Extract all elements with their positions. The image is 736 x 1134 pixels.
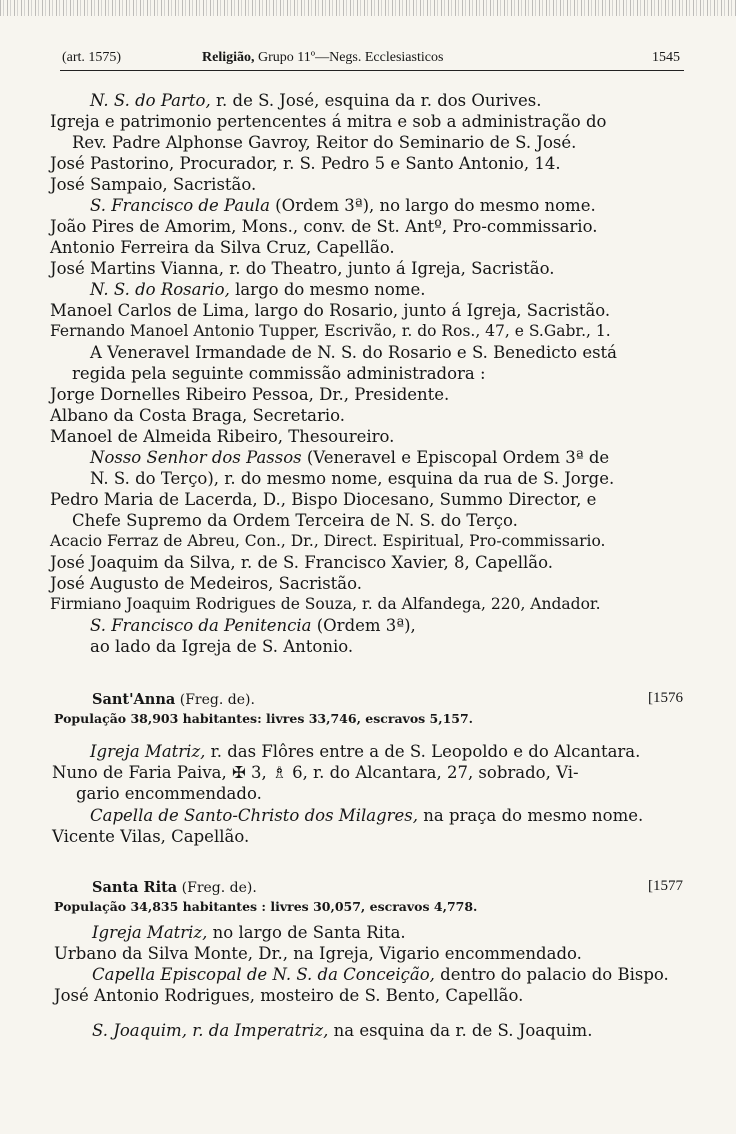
text-line: Manoel de Almeida Ribeiro, Thesoureiro. — [50, 427, 395, 446]
text-line: Rev. Padre Alphonse Gavroy, Reitor do Seminario de S. José. — [72, 133, 577, 152]
header-title-bold: Religião, — [202, 50, 255, 65]
section-number: [1576 — [648, 690, 683, 706]
text-line: Vicente Vilas, Capellão. — [52, 827, 250, 846]
text-line: Fernando Manoel Antonio Tupper, Escrivão, r. do Ros., 47, e S.Gabr., 1. — [50, 322, 611, 340]
text-line: João Pires de Amorim, Mons., conv. de St. Antº, Pro-commissario. — [50, 217, 598, 236]
text-line: Acacio Ferraz de Abreu, Con., Dr., Direct. Espiritual, Pro-commissario. — [50, 532, 606, 550]
text-line: A Veneravel Irmandade de N. S. do Rosario e S. Benedicto está — [90, 343, 618, 362]
header-page-number: 1545 — [652, 50, 680, 65]
text-line: Antonio Ferreira da Silva Cruz, Capellão. — [50, 238, 395, 257]
text-line: gario encommendado. — [76, 784, 262, 803]
section-heading: Santa Rita (Freg. de). — [92, 879, 257, 896]
page-header — [62, 50, 680, 70]
text-line: N. S. do Terço), r. do mesmo nome, esquina da rua de S. Jorge. — [90, 469, 615, 488]
population-line: População 38,903 habitantes: livres 33,746, escravos 5,157. — [54, 711, 474, 726]
text-line: Capella Episcopal de N. S. da Conceição, dentro do palacio do Bispo. — [92, 965, 669, 984]
text-line: José Antonio Rodrigues, mosteiro de S. Bento, Capellão. — [54, 986, 524, 1005]
text-line: Nuno de Faria Paiva, ✠ 3, ♗ 6, r. do Alcantara, 27, sobrado, Vi- — [52, 763, 579, 782]
text-line: Urbano da Silva Monte, Dr., na Igreja, Vigario encommendado. — [54, 944, 582, 963]
text-line: José Sampaio, Sacristão. — [50, 175, 257, 194]
text-line: Albano da Costa Braga, Secretario. — [50, 406, 346, 425]
header-title-rest: Grupo 11º—Negs. Ecclesiasticos — [258, 50, 444, 65]
text-line: Firmiano Joaquim Rodrigues de Souza, r. da Alfandega, 220, Andador. — [50, 595, 601, 613]
text-line: Igreja Matriz, no largo de Santa Rita. — [92, 923, 406, 942]
text-line: ao lado da Igreja de S. Antonio. — [90, 637, 354, 656]
section-number: [1577 — [648, 878, 683, 894]
text-line: N. S. do Rosario, largo do mesmo nome. — [90, 280, 426, 299]
text-line: José Joaquim da Silva, r. de S. Francisco Xavier, 8, Capellão. — [50, 553, 554, 572]
page-edge-noise — [0, 0, 736, 16]
text-line: José Martins Vianna, r. do Theatro, junto á Igreja, Sacristão. — [50, 259, 555, 278]
text-line: Capella de Santo-Christo dos Milagres, na praça do mesmo nome. — [90, 806, 644, 825]
text-line: S. Joaquim, r. da Imperatriz, na esquina da r. de S. Joaquim. — [92, 1021, 593, 1040]
text-line: N. S. do Parto, r. de S. José, esquina da r. dos Ourives. — [90, 91, 542, 110]
text-line: S. Francisco da Penitencia (Ordem 3ª), — [90, 616, 416, 635]
text-line: José Pastorino, Procurador, r. S. Pedro 5 e Santo Antonio, 14. — [50, 154, 561, 173]
text-line: Igreja e patrimonio pertencentes á mitra e sob a administração do — [50, 112, 607, 131]
text-line: Pedro Maria de Lacerda, D., Bispo Diocesano, Summo Director, e — [50, 490, 597, 509]
header-title — [202, 50, 443, 66]
text-line: José Augusto de Medeiros, Sacristão. — [50, 574, 363, 593]
header-rule — [60, 70, 684, 71]
population-line: População 34,835 habitantes : livres 30,057, escravos 4,778. — [54, 899, 478, 914]
text-line: Chefe Supremo da Ordem Terceira de N. S. do Terço. — [72, 511, 518, 530]
header-article-ref: (art. 1575) — [62, 50, 122, 65]
text-line: regida pela seguinte commissão administradora : — [72, 364, 486, 383]
text-line: Jorge Dornelles Ribeiro Pessoa, Dr., Presidente. — [50, 385, 450, 404]
text-line: Nosso Senhor dos Passos (Veneravel e Episcopal Ordem 3ª de — [90, 448, 610, 467]
text-line: Igreja Matriz, r. das Flôres entre a de S. Leopoldo e do Alcantara. — [90, 742, 641, 761]
section-heading: Sant'Anna (Freg. de). — [92, 691, 255, 708]
text-line: S. Francisco de Paula (Ordem 3ª), no largo do mesmo nome. — [90, 196, 596, 215]
text-line: Manoel Carlos de Lima, largo do Rosario, junto á Igreja, Sacristão. — [50, 301, 611, 320]
